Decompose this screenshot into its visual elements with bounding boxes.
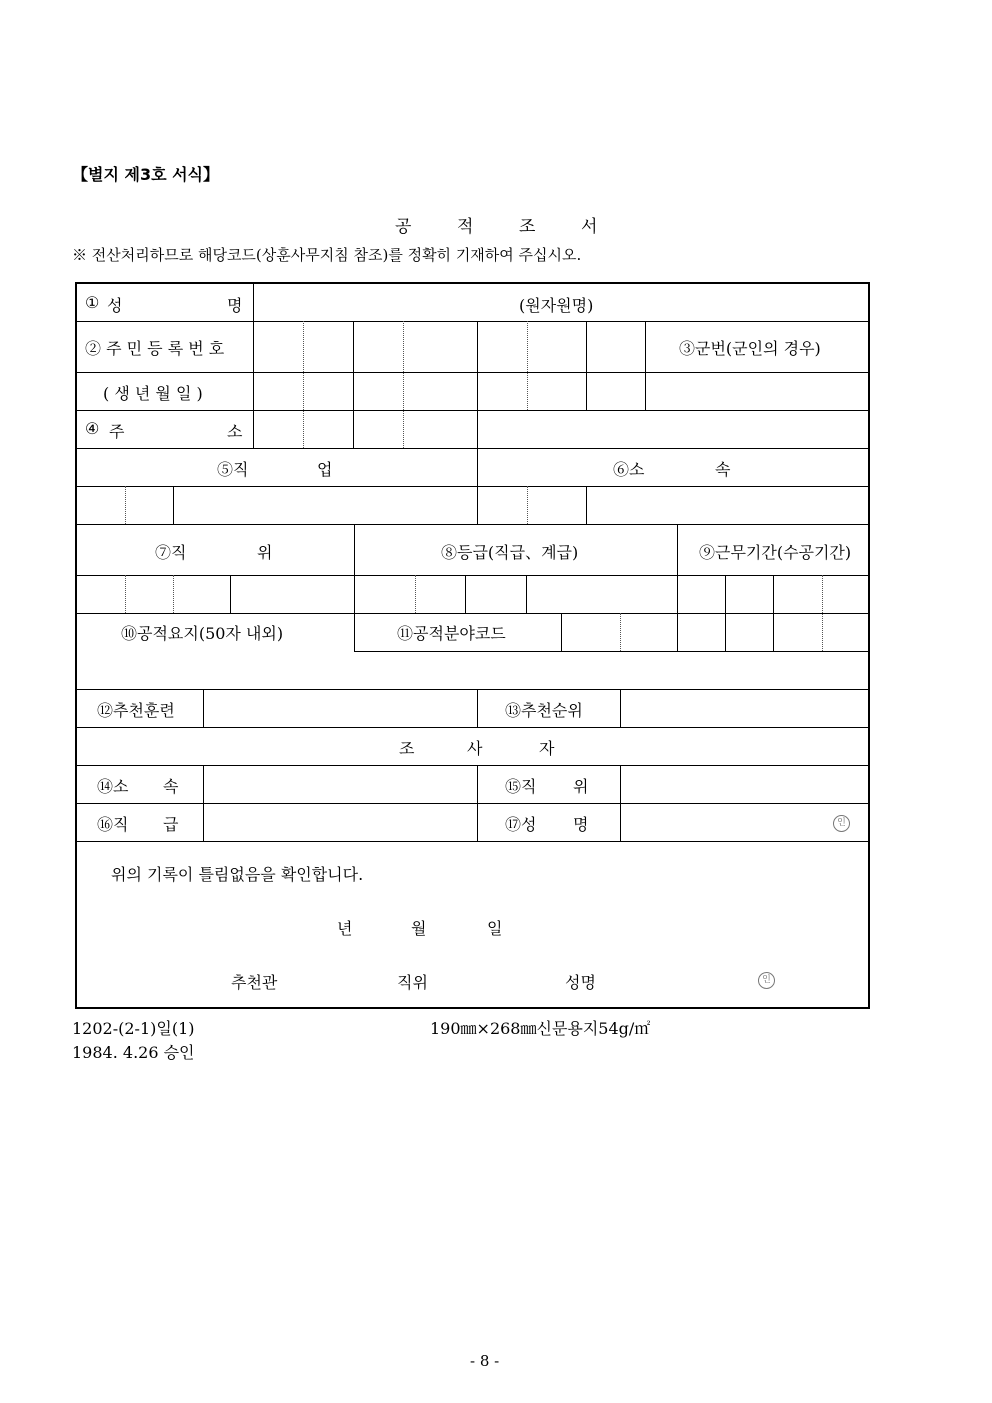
inv-grade-label-b: 급 [163,815,179,834]
col-line [773,575,774,651]
investigator-char: 조 [399,739,415,758]
inv-position-label-a: ⑮직 [505,777,537,796]
col-line [353,321,354,448]
col-line [586,321,587,410]
col-dotted [303,321,304,448]
col-line [586,486,587,524]
field-4-number: ④ [85,419,100,438]
recommended-rank-label: ⑬추천순위 [505,701,583,720]
inv-grade-label-a: ⑯직 [97,815,129,834]
inv-affiliation-label-a: ⑭소 [97,777,129,796]
form-label: 【별지 제3호 서식】 [72,165,220,184]
recommender-position-label: 직위 [397,973,428,992]
col-line [173,486,174,524]
row-line [77,727,868,728]
col-line [477,321,478,448]
col-dotted [527,321,528,410]
inv-position-label-b: 위 [573,777,589,796]
investigator-char: 자 [539,739,555,758]
inv-name-label-a: ⑰성 [505,815,537,834]
merit-form [75,282,870,1009]
title-char: 적 [457,217,474,237]
col-line [620,765,621,841]
merit-summary-label: ⑩공적요지(50자 내외) [121,624,284,643]
inv-name-label-b: 명 [573,815,589,834]
col-line [561,613,562,651]
recommended-award-label: ⑫추천훈련 [97,701,175,720]
col-line [677,613,678,651]
title-char: 서 [581,217,598,237]
row-line [77,372,868,373]
col-line [253,284,254,448]
col-dotted [822,575,823,651]
col-line [725,575,726,651]
seal-mark-icon: 인 [758,972,775,989]
col-line [465,575,466,613]
paper-spec: 190㎜×268㎜신문용지54g/㎡ [430,1019,651,1038]
row-line [77,803,868,804]
affiliation-label-a: ⑥소 [613,460,645,479]
row-line [77,765,868,766]
col-dotted [173,575,174,613]
field-1-label-a: 성 [107,296,123,315]
row-line [77,410,868,411]
affiliation-label-b: 속 [715,460,731,479]
position-label-b: 위 [257,543,273,562]
col-line [645,321,646,410]
original-name-label: (원자원명) [519,296,594,315]
col-line [203,689,204,727]
grade-label: ⑧등급(직급、계급) [441,543,579,562]
row-line [77,524,868,525]
date-month-label: 월 [411,919,427,938]
resident-number-label: ② 주 민 등 록 번 호 [85,339,225,358]
form-code: 1202-(2-1)일(1) [72,1019,195,1038]
col-line [677,524,678,613]
field-1-label-b: 명 [227,296,243,315]
merit-field-code-label: ⑪공적분야코드 [397,624,506,643]
row-line [77,575,868,576]
col-dotted [527,486,528,524]
col-dotted [125,486,126,524]
col-line [477,448,478,524]
col-line [354,524,355,651]
col-line [230,575,231,613]
date-year-label: 년 [337,919,353,938]
seal-mark-icon: 인 [833,815,850,832]
row-line [354,651,868,652]
title-char: 공 [395,217,412,237]
recommender-name-label: 성명 [565,973,596,992]
row-line [77,613,868,614]
col-dotted [415,575,416,613]
row-line [77,486,868,487]
col-line [477,689,478,727]
col-line [477,765,478,841]
document-title [395,212,643,237]
confirmation-text: 위의 기록이 틀림없음을 확인합니다. [111,865,364,884]
position-label-a: ⑦직 [155,543,187,562]
occupation-label-a: ⑤직 [217,460,249,479]
approval-date: 1984. 4.26 승인 [72,1043,195,1062]
title-char: 조 [519,217,536,237]
recommender-label: 추천관 [231,973,278,992]
row-line [77,841,868,842]
occupation-label-b: 업 [317,460,333,479]
inv-affiliation-label-b: 속 [163,777,179,796]
col-dotted [620,613,621,651]
field-4-label-a: 주 [109,422,125,441]
col-dotted [125,575,126,613]
row-line [77,448,868,449]
col-dotted [403,321,404,448]
row-line [77,321,868,322]
col-line [526,575,527,613]
investigator-char: 사 [467,739,483,758]
birthdate-label: ( 생 년 월 일 ) [103,384,203,403]
date-day-label: 일 [487,919,503,938]
page-number: - 8 - [470,1352,500,1370]
notice-text: ※ 전산처리하므로 해당코드(상훈사무지침 참조)를 정확히 기재하여 주십시오. [72,246,582,264]
field-1-number: ① [85,293,100,312]
field-4-label-b: 소 [227,422,243,441]
row-line [77,689,868,690]
military-number-label: ③군번(군인의 경우) [679,339,821,358]
col-line [203,765,204,841]
service-period-label: ⑨근무기간(수공기간) [699,543,852,562]
col-line [620,689,621,727]
